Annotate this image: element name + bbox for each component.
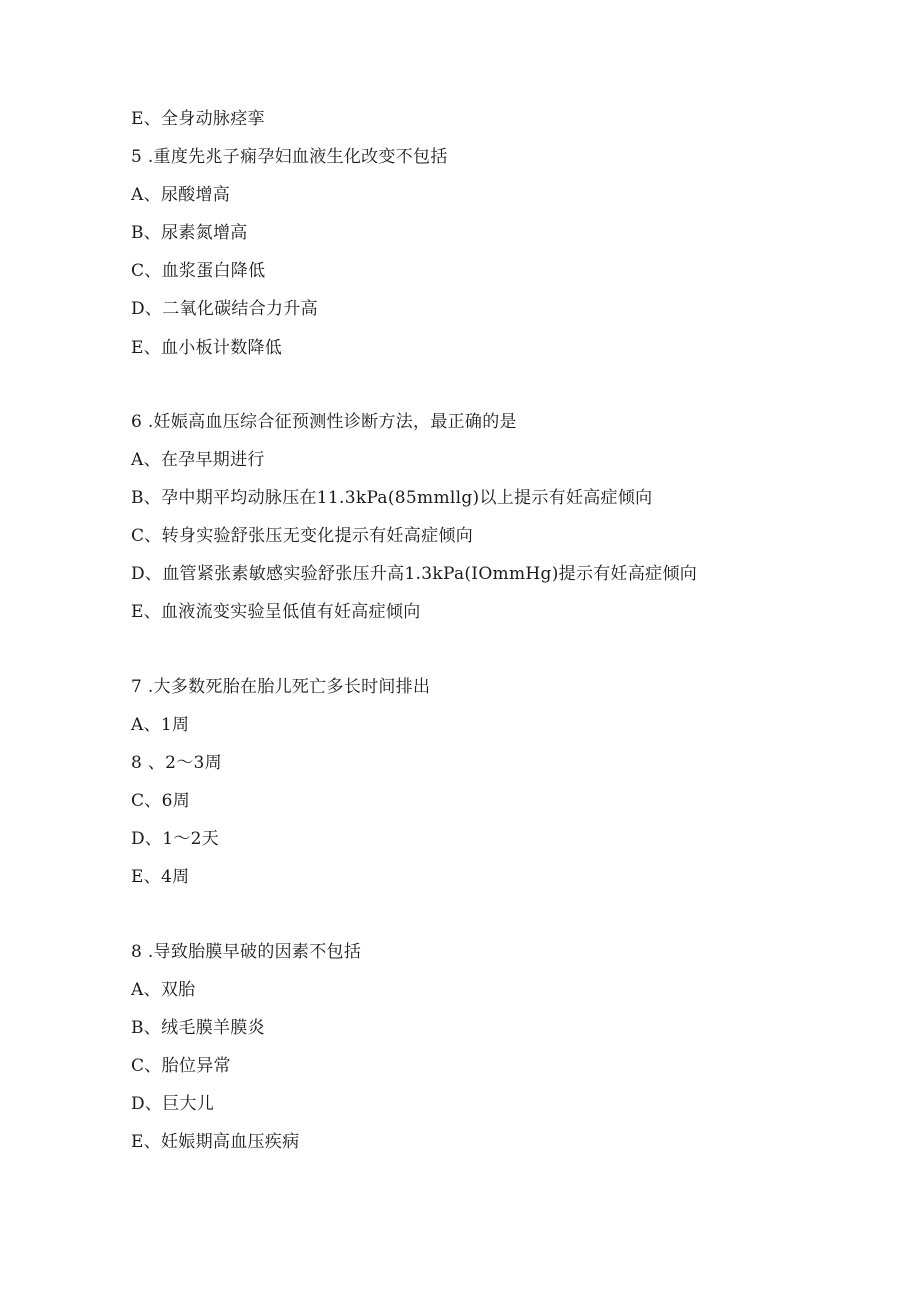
option-8-e: E、妊娠期高血压疾病 (131, 1132, 300, 1152)
option-5-e-prev: E、全身动脉痉挛 (131, 109, 265, 129)
option-8-c: C、胎位异常 (131, 1056, 231, 1076)
option-5-b: B、尿素氮增高 (131, 223, 248, 243)
option-7-e: E、4周 (131, 867, 190, 887)
question-6: 6 .妊娠高血压综合征预测性诊断方法，最正确的是 (131, 412, 517, 432)
option-7-c: C、6周 (131, 791, 191, 811)
question-8: 8 .导致胎膜早破的因素不包括 (131, 942, 362, 962)
option-5-d: D、二氧化碳结合力升高 (131, 299, 318, 319)
option-6-a: A、在孕早期进行 (131, 450, 265, 470)
option-7-b: 8 、2～3周 (131, 753, 222, 773)
question-5: 5 .重度先兆子痫孕妇血液生化改变不包括 (131, 147, 448, 167)
option-5-e: E、血小板计数降低 (131, 338, 283, 358)
option-6-b: B、孕中期平均动脉压在11.3kPa(85mmllg)以上提示有妊高症倾向 (131, 488, 653, 508)
option-7-d: D、1～2天 (131, 829, 220, 849)
option-6-e: E、血液流变实验呈低值有妊高症倾向 (131, 602, 421, 622)
option-6-c: C、转身实验舒张压无变化提示有妊高症倾向 (131, 526, 474, 546)
option-8-a: A、双胎 (131, 980, 196, 1000)
option-5-a: A、尿酸增高 (131, 185, 231, 205)
option-8-b: B、绒毛膜羊膜炎 (131, 1018, 265, 1038)
question-7: 7 .大多数死胎在胎儿死亡多长时间排出 (131, 677, 431, 697)
option-7-a: A、1周 (131, 715, 190, 735)
option-6-d: D、血管紧张素敏感实验舒张压升高1.3kPa(IOmmHg)提示有妊高症倾向 (131, 564, 698, 584)
option-8-d: D、巨大儿 (131, 1094, 215, 1114)
option-5-c: C、血浆蛋白降低 (131, 261, 266, 281)
